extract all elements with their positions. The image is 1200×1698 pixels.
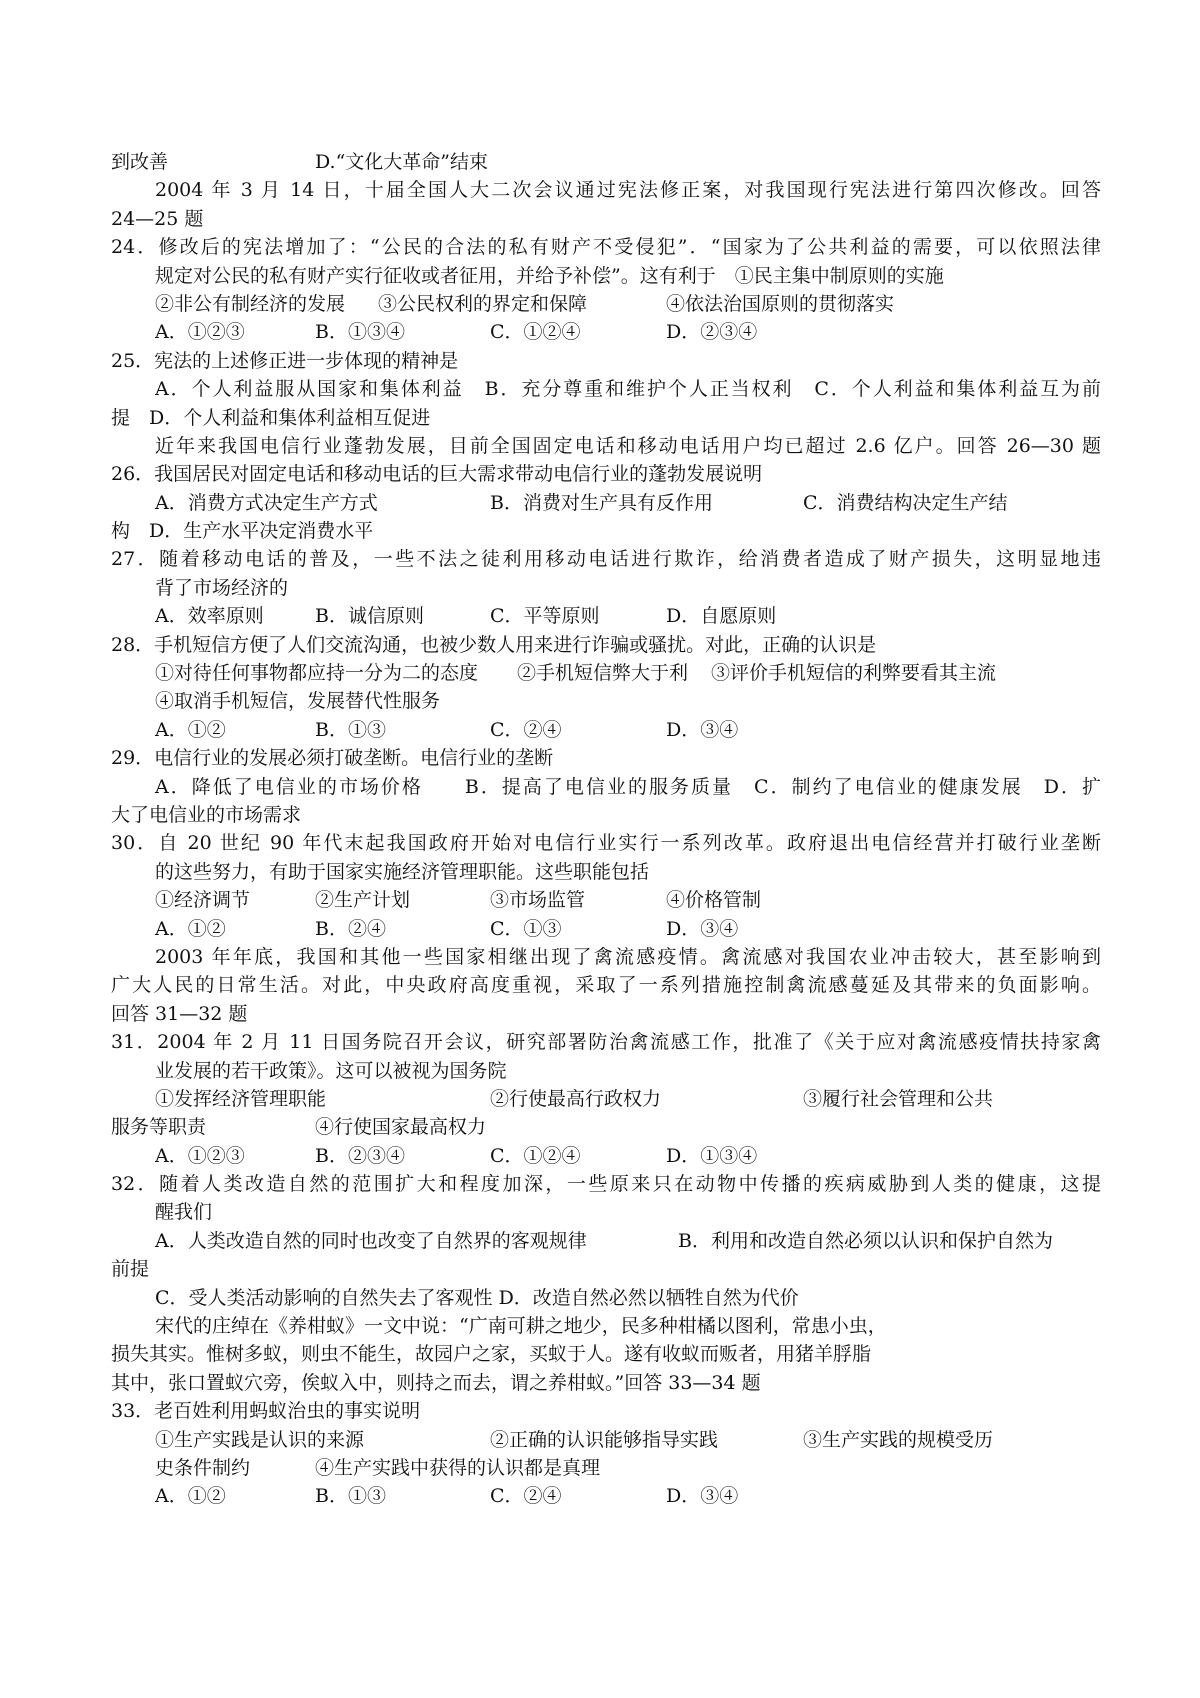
q25-options-line-2: 提 D．个人利益和集体利益相互促进: [111, 406, 431, 429]
q28-stem: 28．手机短信方便了人们交流沟通，也被少数人用来进行诈骗或骚扰。对此，正确的认识是: [111, 633, 877, 656]
q26-options-line-2: 构 D．生产水平决定消费水平: [111, 520, 374, 543]
q28-options: [111, 716, 1101, 744]
q32-stem-line-2: 醒我们: [155, 1201, 213, 1224]
q28-option-a: A．①②: [155, 718, 226, 741]
q33-statement-1: ①生产实践是认识的来源: [155, 1428, 365, 1451]
q33-options: [111, 1482, 1101, 1510]
q30-option-b: B．②④: [315, 917, 386, 940]
q32-option-b: B．利用和改造自然必须以认识和保护自然为: [678, 1229, 1053, 1252]
q31-option-c: C．①②④: [490, 1144, 581, 1167]
q33-statements-line-2: [111, 1454, 1101, 1482]
q31-stem-line-1: 31．2004 年 2 月 11 日国务院召开会议，研究部署防治禽流感工作，批准了《关于应对禽流感疫情扶持家禽: [111, 1031, 1101, 1054]
passage-constitution-line-1: 2004 年 3 月 14 日，十届全国人大二次会议通过宪法修正案，对我国现行宪法进行第四次修改。回答: [155, 179, 1101, 202]
q31-statement-4: ④行使国家最高权力: [315, 1116, 487, 1139]
q31-statements: [111, 1085, 1101, 1113]
q27-option-c: C．平等原则: [490, 605, 600, 628]
q26-option-a: A．消费方式决定生产方式: [155, 491, 378, 514]
q30-statement-2: ②生产计划: [315, 889, 411, 912]
q32-stem-line-1: 32．随着人类改造自然的范围扩大和程度加深，一些原来只在动物中传播的疾病威胁到人类的健康，这提: [111, 1173, 1101, 1196]
q31-statement-1: ①发挥经济管理职能: [155, 1087, 327, 1110]
q32-options-line-2: 前提: [111, 1258, 150, 1281]
exam-page: [111, 148, 1101, 1511]
q33-option-a: A．①②: [155, 1485, 226, 1508]
q26-option-c: C．消费结构决定生产结: [803, 491, 1008, 514]
q28-option-d: D．③④: [666, 718, 739, 741]
q31-option-a: A．①②③: [155, 1144, 245, 1167]
q23-option-line: [111, 148, 1101, 176]
q25-options-line-1: A．个人利益服从国家和集体利益 B．充分尊重和维护个人正当权利 C．个人利益和集体利益互为前: [155, 378, 1101, 401]
q24-statement-4: ④依法治国原则的贯彻落实: [666, 292, 895, 315]
q33-stem: 33．老百姓利用蚂蚁治虫的事实说明: [111, 1400, 421, 1423]
q27-stem-line-2: 背了市场经济的: [155, 576, 289, 599]
q26-option-b: B．消费对生产具有反作用: [490, 491, 713, 514]
q32-options-line-3: C．受人类活动影响的自然失去了客观性 D．改造自然必然以牺牲自然为代价: [155, 1286, 799, 1309]
q29-stem: 29．电信行业的发展必须打破垄断。电信行业的垄断: [111, 747, 554, 770]
q30-option-a: A．①②: [155, 917, 226, 940]
q33-statement-4: ④生产实践中获得的认识都是真理: [315, 1456, 601, 1479]
q24-option-c: C．①②④: [490, 321, 581, 344]
q27-option-d: D．自愿原则: [666, 605, 777, 628]
q27-stem-line-1: 27．随着移动电话的普及，一些不法之徒利用移动电话进行欺诈，给消费者造成了财产损失，这明显地违: [111, 548, 1101, 571]
q31-options: [111, 1142, 1101, 1170]
q27-options: [111, 602, 1101, 630]
q31-option-d: D．①③④: [666, 1144, 758, 1167]
q28-option-c: C．②④: [490, 718, 562, 741]
q24-statements: [111, 290, 1101, 318]
q27-option-a: A．效率原则: [155, 605, 264, 628]
q29-options-line-1: A．降低了电信业的市场价格 B．提高了电信业的服务质量 C．制约了电信业的健康发展 D．扩: [155, 775, 1101, 798]
q31-statement-3-tail: 服务等职责: [111, 1116, 207, 1139]
q27-option-b: B．诚信原则: [315, 605, 424, 628]
passage-ants-line-2: 损失其实。惟树多蚁，则虫不能生，故园户之家，买蚁于人。遂有收蚁而贩者，用猪羊脬脂: [111, 1343, 872, 1366]
q28-option-b: B．①③: [315, 718, 386, 741]
q25-stem: 25．宪法的上述修正进一步体现的精神是: [111, 349, 459, 372]
q24-options: [111, 318, 1101, 346]
q24-statement-2: ②非公有制经济的发展: [155, 292, 346, 315]
q30-stem-line-1: 30．自 20 世纪 90 年代末起我国政府开始对电信行业实行一系列改革。政府退出电信经营并打破行业垄断: [111, 832, 1101, 855]
passage-bird-flu-line-2: 广大人民的日常生活。对此，中央政府高度重视，采取了一系列措施控制禽流感蔓延及其带来的负面影响。: [111, 974, 1101, 997]
q24-stem-line-1: 24．修改后的宪法增加了：“公民的合法的私有财产不受侵犯”．“国家为了公共利益的需要，可以依照法律: [111, 236, 1101, 259]
q28-statement-4: ④取消手机短信，发展替代性服务: [155, 690, 441, 713]
q29-options-line-2: 大了电信业的市场需求: [111, 803, 302, 826]
q32-options: [111, 1227, 1101, 1255]
passage-ants-line-1: 宋代的庄绰在《养柑蚁》一文中说：“广南可耕之地少，民多种柑橘以图利，常患小虫，: [155, 1315, 887, 1338]
q31-statement-2: ②行使最高行政权力: [490, 1087, 662, 1110]
q30-statements: [111, 886, 1101, 914]
q26-options: [111, 489, 1101, 517]
q28-statement-1: ①对待任何事物都应持一分为二的态度: [155, 662, 479, 685]
q24-option-a: A．①②③: [155, 321, 245, 344]
q24-statement-3: ③公民权利的界定和保障: [378, 292, 588, 315]
passage-constitution-line-2: 24—25 题: [111, 207, 204, 230]
q30-option-c: C．①③: [490, 917, 562, 940]
q31-statements-line-2: [111, 1113, 1101, 1141]
q28-statement-2: ②手机短信弊大于利: [517, 662, 689, 685]
q33-statements: [111, 1426, 1101, 1454]
q28-statement-3: ③评价手机短信的利弊要看其主流: [711, 662, 997, 685]
q33-statement-3-tail: 史条件制约: [155, 1456, 251, 1479]
q23-option-c-tail: 到改善: [111, 151, 169, 173]
q28-statements: [111, 659, 1101, 687]
q24-stem-line-2: 规定对公民的私有财产实行征收或者征用，并给予补偿”。这有利于 ①民主集中制原则的实施: [155, 264, 944, 287]
q30-option-d: D．③④: [666, 917, 739, 940]
q33-statement-3: ③生产实践的规模受历: [803, 1428, 994, 1451]
q30-options: [111, 915, 1101, 943]
passage-ants-line-3: 其中，张口置蚁穴旁，俟蚁入中，则持之而去，谓之养柑蚁。”回答 33—34 题: [111, 1371, 761, 1394]
q31-option-b: B．②③④: [315, 1144, 405, 1167]
q30-stem-line-2: 的这些努力，有助于国家实施经济管理职能。这些职能包括: [155, 860, 650, 883]
q26-stem: 26．我国居民对固定电话和移动电话的巨大需求带动电信行业的蓬勃发展说明: [111, 463, 763, 486]
q30-statement-4: ④价格管制: [666, 889, 762, 912]
q33-option-d: D．③④: [666, 1485, 739, 1508]
q30-statement-3: ③市场监管: [490, 889, 586, 912]
q31-stem-line-2: 业发展的若干政策》。这可以被视为国务院: [155, 1059, 507, 1082]
q24-option-d: D．②③④: [666, 321, 758, 344]
q32-option-a: A．人类改造自然的同时也改变了自然界的客观规律: [155, 1229, 587, 1252]
q23-option-d: D.“文化大革命”结束: [315, 151, 489, 173]
q30-statement-1: ①经济调节: [155, 889, 251, 912]
q31-statement-3: ③履行社会管理和公共: [803, 1087, 994, 1110]
q33-statement-2: ②正确的认识能够指导实践: [490, 1428, 719, 1451]
passage-telecom: 近年来我国电信行业蓬勃发展，目前全国固定电话和移动电话用户均已超过 2.6 亿户。回答 26—30 题: [155, 434, 1101, 457]
passage-bird-flu-line-1: 2003 年年底，我国和其他一些国家相继出现了禽流感疫情。禽流感对我国农业冲击较大，甚至影响到: [155, 945, 1101, 968]
passage-bird-flu-line-3: 回答 31—32 题: [111, 1002, 248, 1025]
q33-option-c: C．②④: [490, 1485, 562, 1508]
q33-option-b: B．①③: [315, 1485, 386, 1508]
q24-option-b: B．①③④: [315, 321, 405, 344]
